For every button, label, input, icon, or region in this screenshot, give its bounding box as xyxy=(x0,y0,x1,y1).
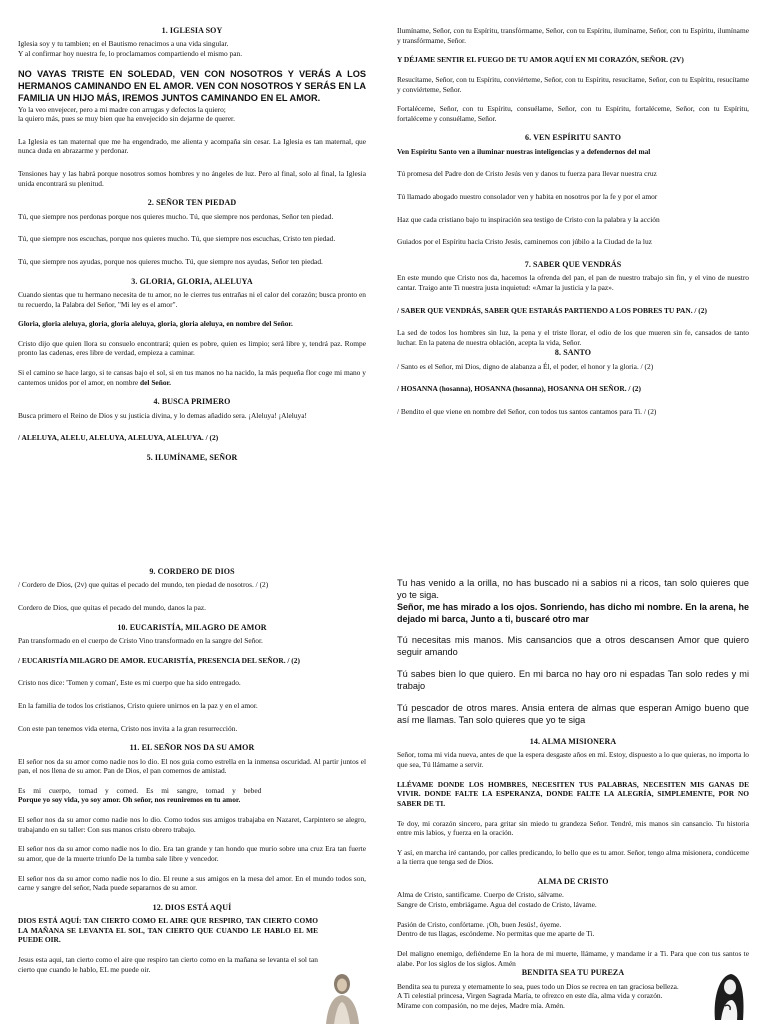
song-title: 11. EL SEÑOR NOS DA SU AMOR xyxy=(129,743,255,753)
chorus: / SABER QUE VENDRÁS, SABER QUE ESTARÁS PARTIENDO A LOS POBRES TU PAN. / (2) xyxy=(397,305,707,315)
verse: Resucítame, Señor, con tu Espíritu, conviérteme, Señor, con tu Espíritu, resucítame, Señor, con tu Espíritu, resucítame y conviérteme, Señor. xyxy=(397,74,749,94)
verse: Ilumíname, Señor, con tu Espíritu, transfórmame, Señor, con tu Espíritu, ilumíname, Señor, con tu Espíritu, ilumíname y transfórmame, Señor. xyxy=(397,26,749,45)
verse: Busca primero el Reino de Dios y su justicia divina, y lo demas añadido sera. ¡Aleluya! ¡Aleluya! xyxy=(18,410,307,420)
verse: Haz que cada cristiano bajo tu inspiración sea testigo de Cristo con la palabra y la acción xyxy=(397,214,660,224)
verse: Tú, que siempre nos escuchas, porque nos quieres mucho. Tú, que siempre nos escuchas, Cristo ten piedad. xyxy=(18,234,336,244)
verse-line: Y al confirmar hoy nuestra fe, lo proclamamos compartiendo el mismo pan. xyxy=(18,49,243,59)
prayer-title: ALMA DE CRISTO xyxy=(537,877,609,887)
verse-line: Iglesia soy y tu tambien; en el Bautismo renacimos a una vida singular. xyxy=(18,39,229,49)
verse: Tú promesa del Padre don de Cristo Jesús ven y danos tu fuerza para llevar nuestra cruz xyxy=(397,169,657,179)
verse: Tú llamado abogado nuestro consolador ven y habita en nosotros por la fe y por el amor xyxy=(397,192,658,202)
verse: / Cordero de Dios, (2v) que quitas el pecado del mundo, ten piedad de nosotros. / (2) xyxy=(18,580,269,590)
chorus: Porque yo soy vida, yo soy amor. Oh señor, nos reuniremos en tu amor. xyxy=(18,795,241,805)
verse: Señor, toma mi vida nueva, antes de que la espera desgaste años en mí. Estoy, dispuesto a lo que quieras, no importa lo que sea, Tú llámame a servir. xyxy=(397,750,749,770)
verse: Fortaléceme, Señor, con tu Espíritu, consuélame, Señor, con tu Espíritu, fortaléceme, Señor, con tu Espíritu, fortaléceme y consuélame, Señor. xyxy=(397,104,749,123)
verse: Tú, que siempre nos ayudas, porque nos quieres mucho. Tú, que siempre nos ayudas, Señor ten piedad. xyxy=(18,256,323,266)
verse: En la familia de todos los cristianos, Cristo quiere unirnos en la paz y en el amor. xyxy=(18,700,258,710)
verse: Guiados por el Espíritu hacia Cristo Jesús, caminemos con júbilo a la Ciudad de la luz xyxy=(397,237,652,247)
verse: Tensiones hay y las habrá porque nosotros somos hombres y no ángeles de luz. Pero al final, solo al final, la Iglesia unida encontrará su plenitud. xyxy=(18,169,366,188)
verse: Pan transformado en el cuerpo de Cristo Vino transformado en la sangre del Señor. xyxy=(18,636,263,646)
song-title: 10. EUCARISTÍA, MILAGRO DE AMOR xyxy=(117,622,267,632)
prayer-line: Pasión de Cristo, confórtame. ¡Oh, buen Jesús!, óyeme. xyxy=(397,919,562,929)
jesus-image xyxy=(320,970,362,1024)
prayer-line: Sangre de Cristo, embriágame. Agua del costado de Cristo, lávame. xyxy=(397,900,597,910)
song-title: 14. ALMA MISIONERA xyxy=(529,737,617,746)
prayer-line: Dentro de tus llagas, escóndeme. No permitas que me aparte de Ti. xyxy=(397,929,595,939)
virgin-mary-image xyxy=(705,970,749,1020)
verse: Cristo nos dice: 'Tomen y coman', Este es mi cuerpo que ha sido entregado. xyxy=(18,678,241,688)
column-top-right xyxy=(397,26,749,462)
chorus: Señor, me has mirado a los ojos. Sonriendo, has dicho mi nombre. En la arena, he dejado mi barca, Junto a ti, buscaré otro mar xyxy=(397,601,749,624)
prayer-line: A Ti celestial princesa, Virgen Sagrada María, te ofrezco en este día, alma vida y corazón. xyxy=(397,991,663,1001)
song-title: 6. VEN ESPÍRITU SANTO xyxy=(524,133,622,143)
verse-text-bold: del Señor. xyxy=(140,377,171,387)
verse: Tú sabes bien lo que quiero. En mi barca no hay oro ni espadas Tan solo redes y mi trabajo xyxy=(397,669,749,692)
verse: El señor nos da su amor como nadie nos lo dio. El nos guia como estrella en la inmensa oscuridad. Al partir juntos el pan, el nos llena de su amor. Pan de Dios, el pan comemos de amistad. xyxy=(18,756,366,776)
verse: En este mundo que Cristo nos da, hacemos la ofrenda del pan, el pan de nuestro trabajo sin fin, y el vino de nuestro cantar. Traigo ante Ti nuestra justa inquietud: «Amar la justicia y la paz». xyxy=(397,273,749,292)
verse: Tú pescador de otros mares. Ansia entera de almas que esperan Amigo bueno que así me llamas. Tan solo quieres que yo te siga xyxy=(397,703,749,726)
verse: El señor nos da su amor como nadie nos lo dio. El reune a sus amigos en la mesa del amor. En el mundo todos son, carne y sangre del señor, Nada puede separarnos de su amor. xyxy=(18,873,366,893)
chorus: Y DÉJAME SENTIR EL FUEGO DE TU AMOR AQUÍ EN MI CORAZÓN, SEÑOR. (2V) xyxy=(397,55,684,65)
verse: Cordero de Dios, que quitas el pecado del mundo, danos la paz. xyxy=(18,603,206,613)
column-bottom-left xyxy=(18,567,366,1019)
chorus: / HOSANNA (hosanna), HOSANNA (hosanna), HOSANNA OH SEÑOR. / (2) xyxy=(397,384,641,394)
column-top-left xyxy=(18,26,366,534)
column-bottom-right xyxy=(397,578,749,1019)
verse-text: Si el camino se hace largo, si te cansas bajo el sol, si en tus manos no ha nacido, la más pequeña flor coge mi mano y cantemos unidos por el amor, en nombre xyxy=(18,368,366,387)
song-title: 1. IGLESIA SOY xyxy=(161,26,223,35)
verse: Tú necesitas mis manos. Mis cansancios que a otros descansen Amor que quiero seguir amando xyxy=(397,635,749,658)
verse: Es mi cuerpo, tomad y comed. Es mi sangre, tomad y bebed xyxy=(18,785,262,795)
verse: / Santo es el Señor, mi Dios, digno de alabanza a Él, el poder, el honor y la gloria. / (2) xyxy=(397,361,654,371)
song-title: 4. BUSCA PRIMERO xyxy=(153,397,231,407)
verse-line: Yo la veo envejecer, pero a mi madre con arrugas y defectos la quiero; xyxy=(18,104,226,114)
song-title: 5. ILUMÍNAME, SEÑOR xyxy=(146,452,238,462)
chorus: Ven Espíritu Santo ven a iluminar nuestras inteligencias y a defendernos del mal xyxy=(397,146,651,156)
chorus: DIOS ESTÁ AQUÍ: TAN CIERTO COMO EL AIRE QUE RESPIRO, TAN CIERTO COMO LA MAÑANA SE LEVANTA EL SOL, TAN CIERTO QUE CUANDO LE HABLO EL ME PUEDE OIR. xyxy=(18,916,318,945)
song-title: 2. SEÑOR TEN PIEDAD xyxy=(147,198,237,208)
verse xyxy=(18,368,366,387)
verse: Tu has venido a la orilla, no has buscado ni a sabios ni a ricos, tan solo quieres que yo te siga. xyxy=(397,578,749,600)
prayer-title: BENDITA SEA TU PUREZA xyxy=(521,968,625,978)
verse: Cuando sientas que tu hermano necesita de tu amor, no le cierres tus entrañas ni el calor del corazón; busca pronto en tu recuerdo, la Palabra del Señor, "Mi ley es el amor". xyxy=(18,289,366,309)
chorus: / EUCARISTÍA MILAGRO DE AMOR. EUCARISTÍA, PRESENCIA DEL SEÑOR. / (2) xyxy=(18,655,300,665)
verse: El señor nos da su amor como nadie nos lo dio. Era tan grande y tan hondo que murio sobre una cruz Era tan fuerte su amor, que de la muerte triunfo De la tumba sale libre y vencedor. xyxy=(18,844,366,863)
song-title: 8. SANTO xyxy=(554,348,592,358)
prayer-line: Mírame con compasión, no me dejes, Madre mía. Amén. xyxy=(397,1000,565,1010)
chorus: / ALELUYA, ALELU, ALELUYA, ALELUYA, ALELUYA. / (2) xyxy=(18,433,219,443)
verse: Cristo dijo que quien llora su consuelo encontrará; quien es pobre, quien es limpio; será libre y, tendrá paz. Rompe pronto las cadenas, eres libre de verdad, empieza a caminar. xyxy=(18,338,366,358)
verse: La sed de todos los hombres sin luz, la pena y el triste llorar, el odio de los que mueren sin fe, cansados de tanto luchar. En la patena de nuestra oblación, acepta la vida, Señor. xyxy=(397,328,749,347)
song-title: 7. SABER QUE VENDRÁS xyxy=(524,259,622,269)
verse-line: la quiero más, pues se muy bien que ha envejecido sin dejarme de querer. xyxy=(18,114,235,124)
chorus: NO VAYAS TRISTE EN SOLEDAD, VEN CON NOSOTROS Y VERÁS A LOS HERMANOS CAMINANDO EN EL AMOR. VEN CON NOSOTROS Y SERÁS EN LA FAMILIA UN HIJO MÁS, IREMOS JUNTOS CAMINANDO EN EL AMOR. xyxy=(18,68,366,103)
song-title: 3. GLORIA, GLORIA, ALELUYA xyxy=(131,276,253,286)
verse: La Iglesia es tan maternal que me ha engendrado, me alienta y acompaña sin cesar. La Iglesia es tan maternal, que nunca duda en abrazarme y perdonar. xyxy=(18,136,366,156)
chorus: Gloria, gloria aleluya, gloria, gloria aleluya, gloria, gloria aleluya, en nombre del Señor. xyxy=(18,319,293,329)
verse: Con este pan tenemos vida eterna, Cristo nos invita a la gran resurrección. xyxy=(18,723,238,733)
prayer-line: Del maligno enemigo, defiéndeme En la hora de mi muerte, llámame, y mandame ir a Ti. Para que con tus santos te alabe. Por los siglos de los siglos. Amén xyxy=(397,948,749,968)
prayer-line: Bendita sea tu pureza y eternamente lo sea, pues todo un Dios se recrea en tan graciosa belleza. xyxy=(397,981,679,991)
prayer-line: Alma de Cristo, santifícame. Cuerpo de Cristo, sálvame. xyxy=(397,890,564,900)
chorus: LLÉVAME DONDE LOS HOMBRES, NECESITEN TUS PALABRAS, NECESITEN MIS GANAS DE VIVIR. DONDE FALTE LA ESPERANZA, DONDE FALTE LA ALEGRÍA, SIMPLEMENTE, POR NO SABER DE TI. xyxy=(397,779,749,808)
verse: / Bendito el que viene en nombre del Señor, con todos tus santos cantamos para Ti. / (2) xyxy=(397,407,657,417)
song-title: 12. DIOS ESTÁ AQUÍ xyxy=(152,902,232,912)
song-title: 9. CORDERO DE DIOS xyxy=(149,567,235,576)
verse: Te doy, mi corazón sincero, para gritar sin miedo tu grandeza Señor. Tendré, mis manos sin cansancio. Tu historia entre mis labios, y fuerza en la oración. xyxy=(397,818,749,838)
verse: El señor nos da su amor como nadie nos lo dio. Como todos sus amigos trabajaba en Nazaret, Carpintero se alegro, trabajando en su taller: Con sus manos cristo obrero trabajo. xyxy=(18,815,366,834)
verse: Tú, que siempre nos perdonas porque nos quieres mucho. Tú, que siempre nos perdonas, Señor ten piedad. xyxy=(18,211,334,221)
verse: Jesus esta aqui, tan cierto como el aire que respiro tan cierto como en la mañana se levanta el sol tan cierto que cuando le hablo, EL me puede oir. xyxy=(18,955,318,974)
verse: Y así, en marcha iré cantando, por calles predicando, lo bello que es tu amor. Señor, tengo alma misionera, condúceme a la tierra que tenga sed de Dios. xyxy=(397,847,749,867)
